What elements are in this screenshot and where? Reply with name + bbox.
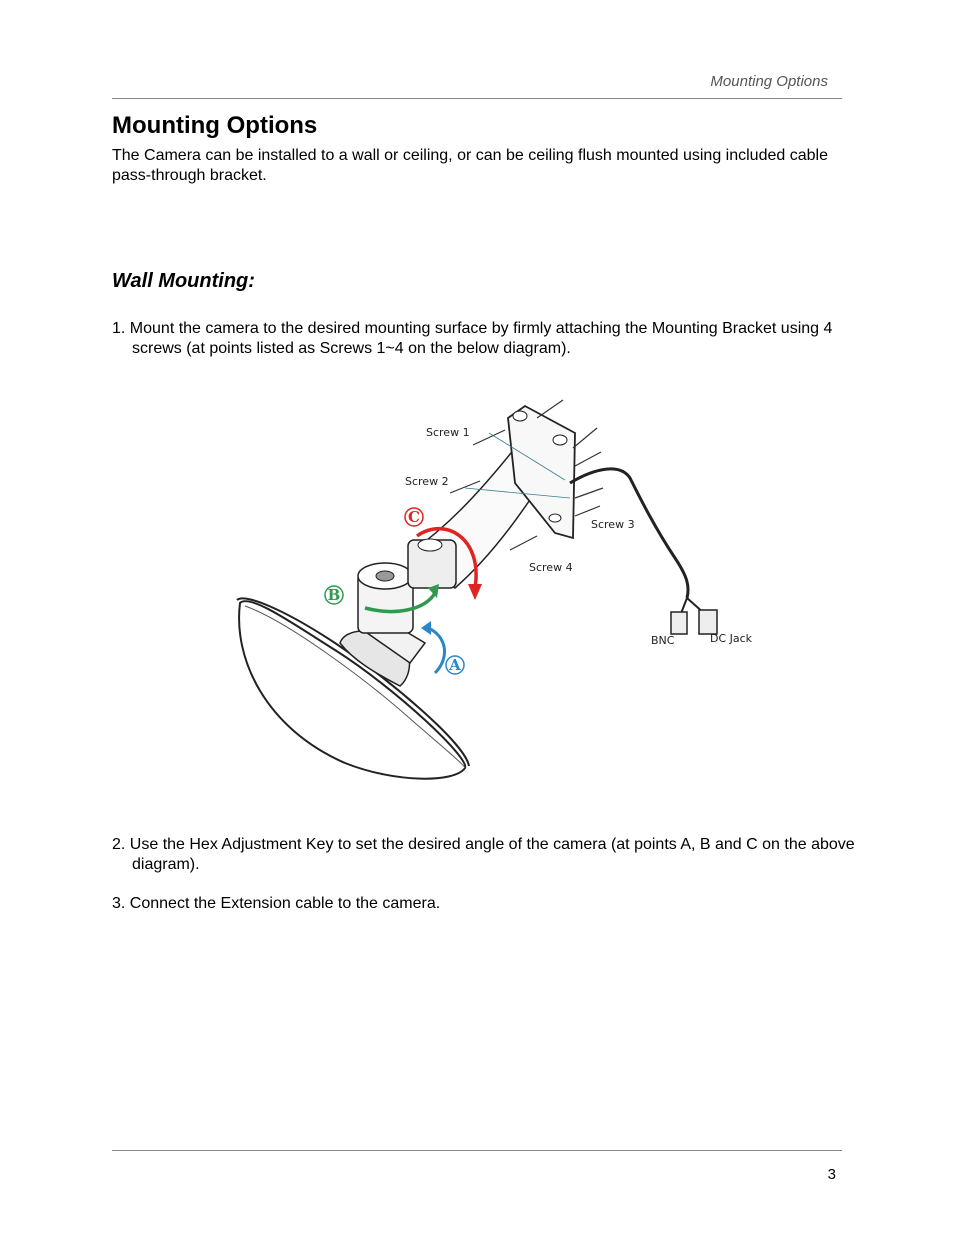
label-screw-3: Screw 3 bbox=[591, 518, 635, 531]
point-c-label: C bbox=[408, 508, 420, 526]
header-rule bbox=[112, 98, 842, 99]
label-screw-2: Screw 2 bbox=[405, 475, 449, 488]
section-intro: The Camera can be installed to a wall or ceiling, or can be ceiling flush mounted using included cable pass-through bracket. bbox=[112, 147, 828, 184]
extension-cable bbox=[570, 469, 717, 634]
arrow-head-a bbox=[421, 621, 431, 635]
running-header: Mounting Options bbox=[710, 73, 828, 90]
label-screw-1: Screw 1 bbox=[426, 426, 470, 439]
pivot-cylinder bbox=[358, 563, 413, 633]
label-dc-jack: DC Jack bbox=[710, 632, 753, 645]
rotation-arrow-a bbox=[428, 628, 445, 673]
section-title: Mounting Options bbox=[112, 112, 318, 139]
subsection-title: Wall Mounting: bbox=[112, 270, 255, 292]
step-3: 3. Connect the Extension cable to the camera. bbox=[112, 895, 441, 912]
step-1: 1. Mount the camera to the desired mounting surface by firmly attaching the Mounting Bracket using 4 screws (at points listed as Screws 1~4 on the below diagram). bbox=[112, 320, 833, 357]
point-b-label: B bbox=[327, 586, 341, 604]
point-a-label: A bbox=[449, 656, 461, 674]
arrow-head-c bbox=[468, 584, 482, 600]
label-screw-4: Screw 4 bbox=[529, 561, 573, 574]
wall-mount-diagram bbox=[225, 388, 770, 788]
step-2: 2. Use the Hex Adjustment Key to set the desired angle of the camera (at points A, B and C on the above diagram). bbox=[112, 836, 855, 873]
footer-rule bbox=[112, 1150, 842, 1151]
page-number: 3 bbox=[827, 1166, 836, 1183]
dome-housing bbox=[237, 598, 469, 778]
label-bnc: BNC bbox=[651, 634, 675, 647]
